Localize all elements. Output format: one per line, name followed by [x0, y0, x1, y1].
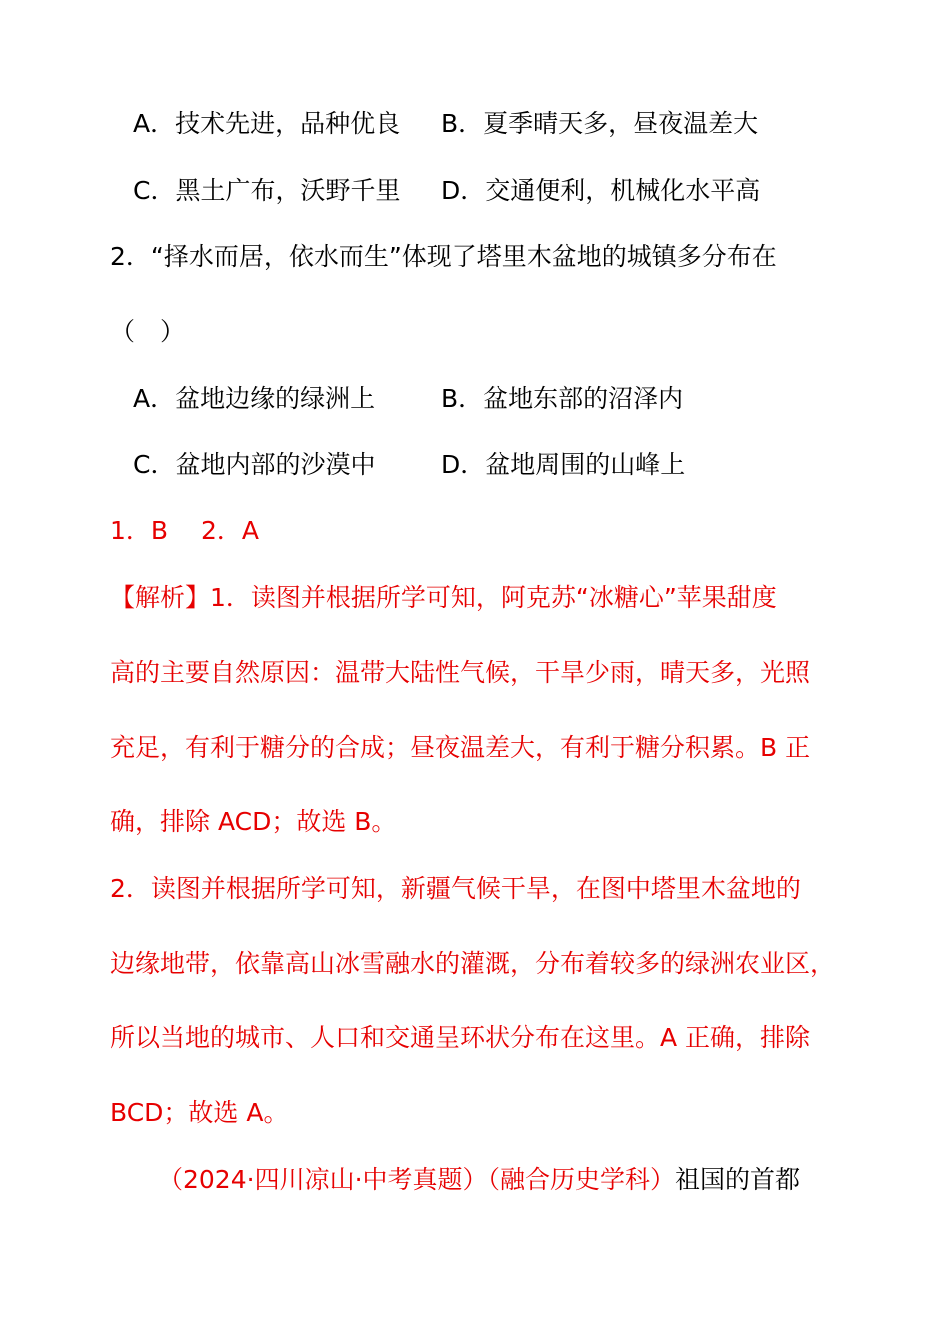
analysis-line-1: 【解析】1．读图并根据所学可知，阿克苏“冰糖心”苹果甜度 [110, 583, 777, 612]
q1-option-d: D．交通便利，机械化水平高 [441, 176, 761, 205]
q2-blank: （ ） [110, 317, 186, 346]
analysis-line-4: 确，排除 ACD；故选 B。 [110, 807, 397, 836]
q2-option-d: D．盆地周围的山峰上 [441, 450, 686, 479]
q2-option-c: C．盆地内部的沙漠中 [133, 450, 376, 479]
q1-option-a: A．技术先进，品种优良 [133, 109, 401, 138]
q2-stem: 2．“择水而居，依水而生”体现了塔里木盆地的城镇多分布在 [110, 242, 777, 271]
next-question-line [158, 1164, 800, 1196]
analysis-line-7: 所以当地的城市、人口和交通呈环状分布在这里。A 正确，排除 [110, 1023, 811, 1052]
question-text: 祖国的首都 [675, 1165, 801, 1194]
q1-option-b: B．夏季晴天多，昼夜温差大 [441, 109, 759, 138]
analysis-line-3: 充足，有利于糖分的合成；昼夜温差大，有利于糖分积累。B 正 [110, 733, 811, 762]
analysis-line-5: 2．读图并根据所学可知，新疆气候干旱，在图中塔里木盆地的 [110, 874, 801, 903]
analysis-line-2: 高的主要自然原因：温带大陆性气候，干旱少雨，晴天多，光照 [110, 658, 811, 687]
analysis-line-8: BCD；故选 A。 [110, 1098, 289, 1127]
analysis-line-6: 边缘地带，依靠高山冰雪融水的灌溉，分布着较多的绿洲农业区， [110, 949, 836, 978]
question-source: （2024·四川凉山·中考真题）（融合历史学科） [158, 1165, 676, 1194]
q2-option-a: A．盆地边缘的绿洲上 [133, 384, 376, 413]
q2-option-b: B．盆地东部的沼泽内 [441, 384, 684, 413]
q1-option-c: C．黑土广布，沃野千里 [133, 176, 401, 205]
answer-key: 1．B 2．A [110, 516, 260, 545]
